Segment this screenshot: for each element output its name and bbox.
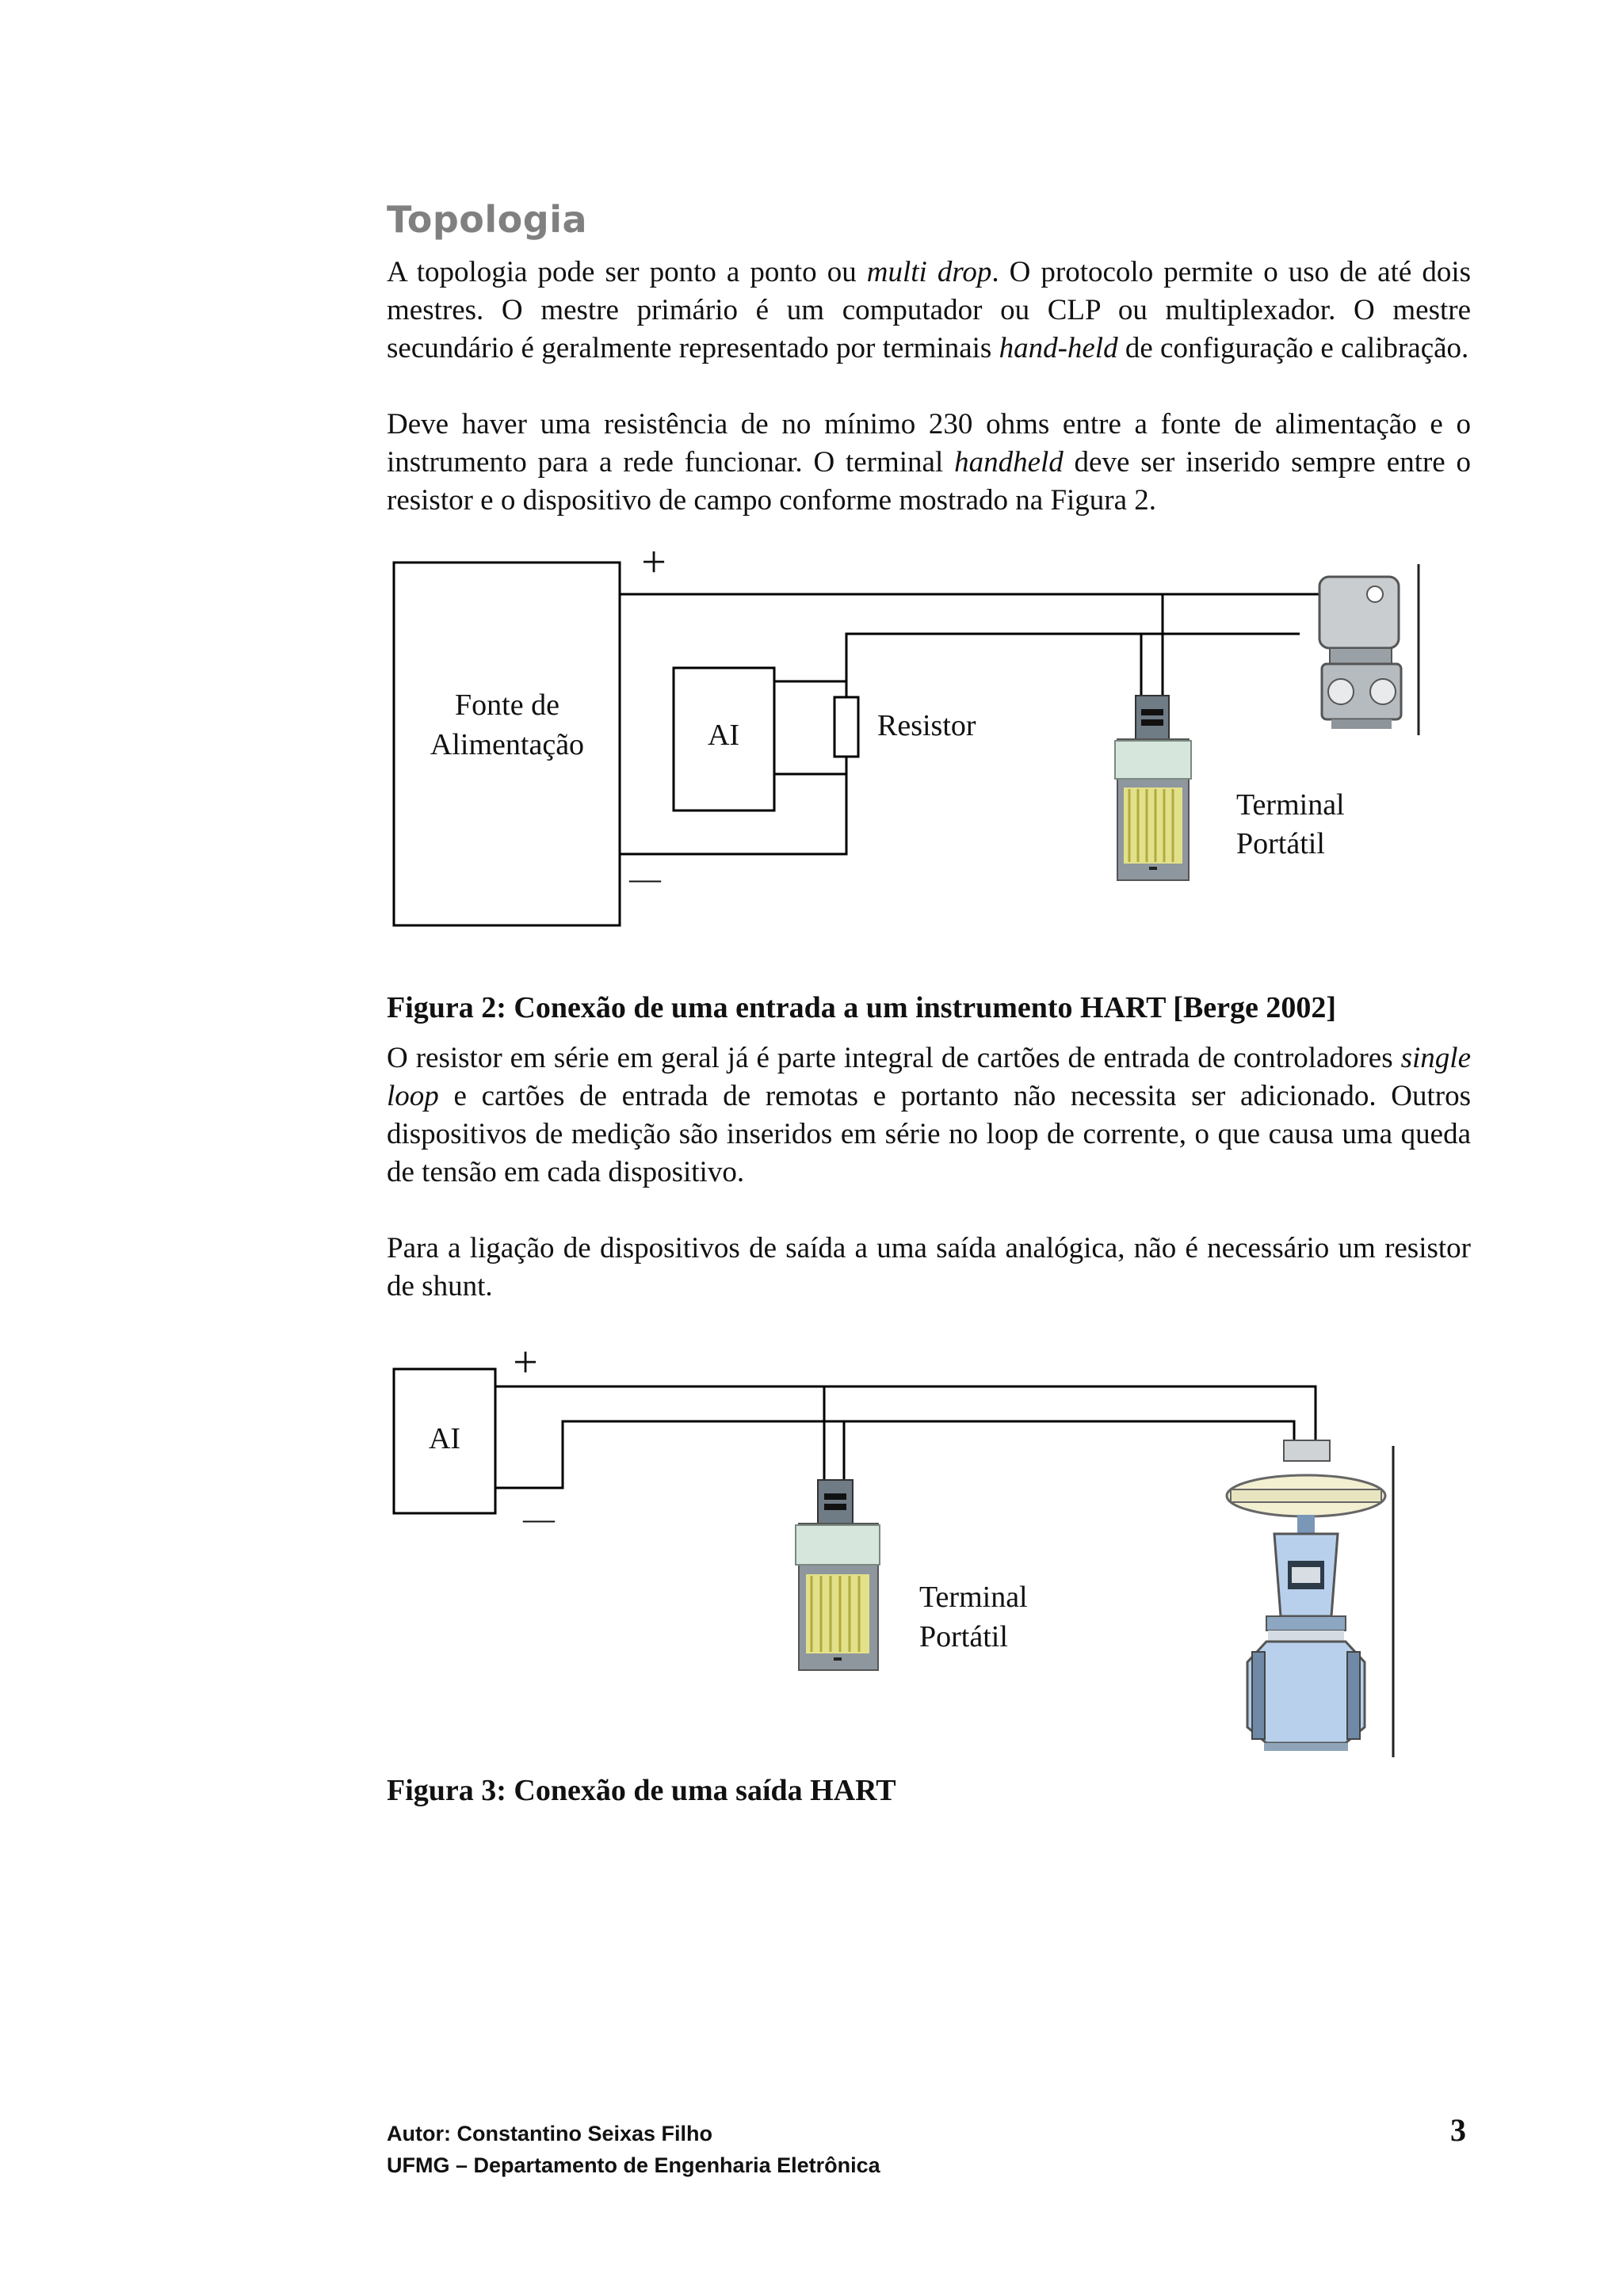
resistor-label: Resistor (877, 709, 976, 742)
figure-2-diagram (0, 0, 1623, 974)
footer-author: Autor: Constantino Seixas Filho (387, 2122, 713, 2145)
resistor-symbol (834, 697, 858, 757)
control-valve-icon (1227, 1440, 1393, 1757)
section-heading: Topologia (387, 198, 588, 241)
power-source-label-2: Alimentação (430, 728, 585, 761)
figure-3-diagram (0, 1307, 1623, 1783)
return-wire-fig3 (495, 1421, 1294, 1488)
power-source-label-1: Fonte de (455, 688, 559, 722)
terminal-label-1: Terminal (1236, 788, 1345, 822)
handheld-terminal-icon-fig3 (796, 1480, 880, 1670)
ai-output-label: AI (428, 1422, 461, 1455)
figure-2-caption: Figura 2: Conexão de uma entrada a um instrumento HART [Berge 2002] (387, 991, 1337, 1024)
terminal-label-fig3-2: Portátil (919, 1620, 1008, 1653)
footer-department: UFMG – Departamento de Engenharia Eletrônica (387, 2153, 880, 2177)
terminal-label-2: Portátil (1236, 827, 1325, 860)
paragraph-topology-intro: A topologia pode ser ponto a ponto ou multi drop. O protocolo permite o uso de até dois mestres. O mestre primário é um computador ou CLP ou multiplexador. O mestre secundário é geralmente representado por terminais hand-held de configuração e calibração. (387, 256, 1471, 364)
paragraph-series-resistor: O resistor em série em geral já é parte integral de cartões de entrada de controladores single loop e cartões de entrada de remotas e portanto não necessita ser adicionado. Outros dispositivos de medição são inseridos em série no loop de corrente, o que causa uma queda de tensão em cada dispositivo. (387, 1042, 1471, 1188)
paragraph-resistance: Deve haver uma resistência de no mínimo 230 ohms entre a fonte de alimentação e o instrumento para a rede funcionar. O terminal handheld deve ser inserido sempre entre o resistor e o dispositivo de campo conforme mostrado na Figura 2. (387, 408, 1472, 517)
paragraph-output-devices: Para a ligação de dispositivos de saída a uma saída analógica, não é necessário um resistor de shunt. (387, 1232, 1471, 1302)
page-number: 3 (1450, 2112, 1466, 2148)
pressure-transmitter-icon (1319, 564, 1419, 735)
figure-3-caption: Figura 3: Conexão de uma saída HART (387, 1774, 896, 1807)
minus-sign: — (629, 860, 661, 896)
terminal-label-fig3-1: Terminal (919, 1581, 1028, 1614)
handheld-terminal-icon (1115, 696, 1191, 880)
plus-sign-fig3: + (513, 1338, 538, 1387)
plus-sign: + (641, 538, 666, 587)
minus-sign-fig3: — (523, 1501, 555, 1536)
ai-label: AI (707, 719, 740, 752)
top-wire-fig3 (495, 1386, 1316, 1440)
